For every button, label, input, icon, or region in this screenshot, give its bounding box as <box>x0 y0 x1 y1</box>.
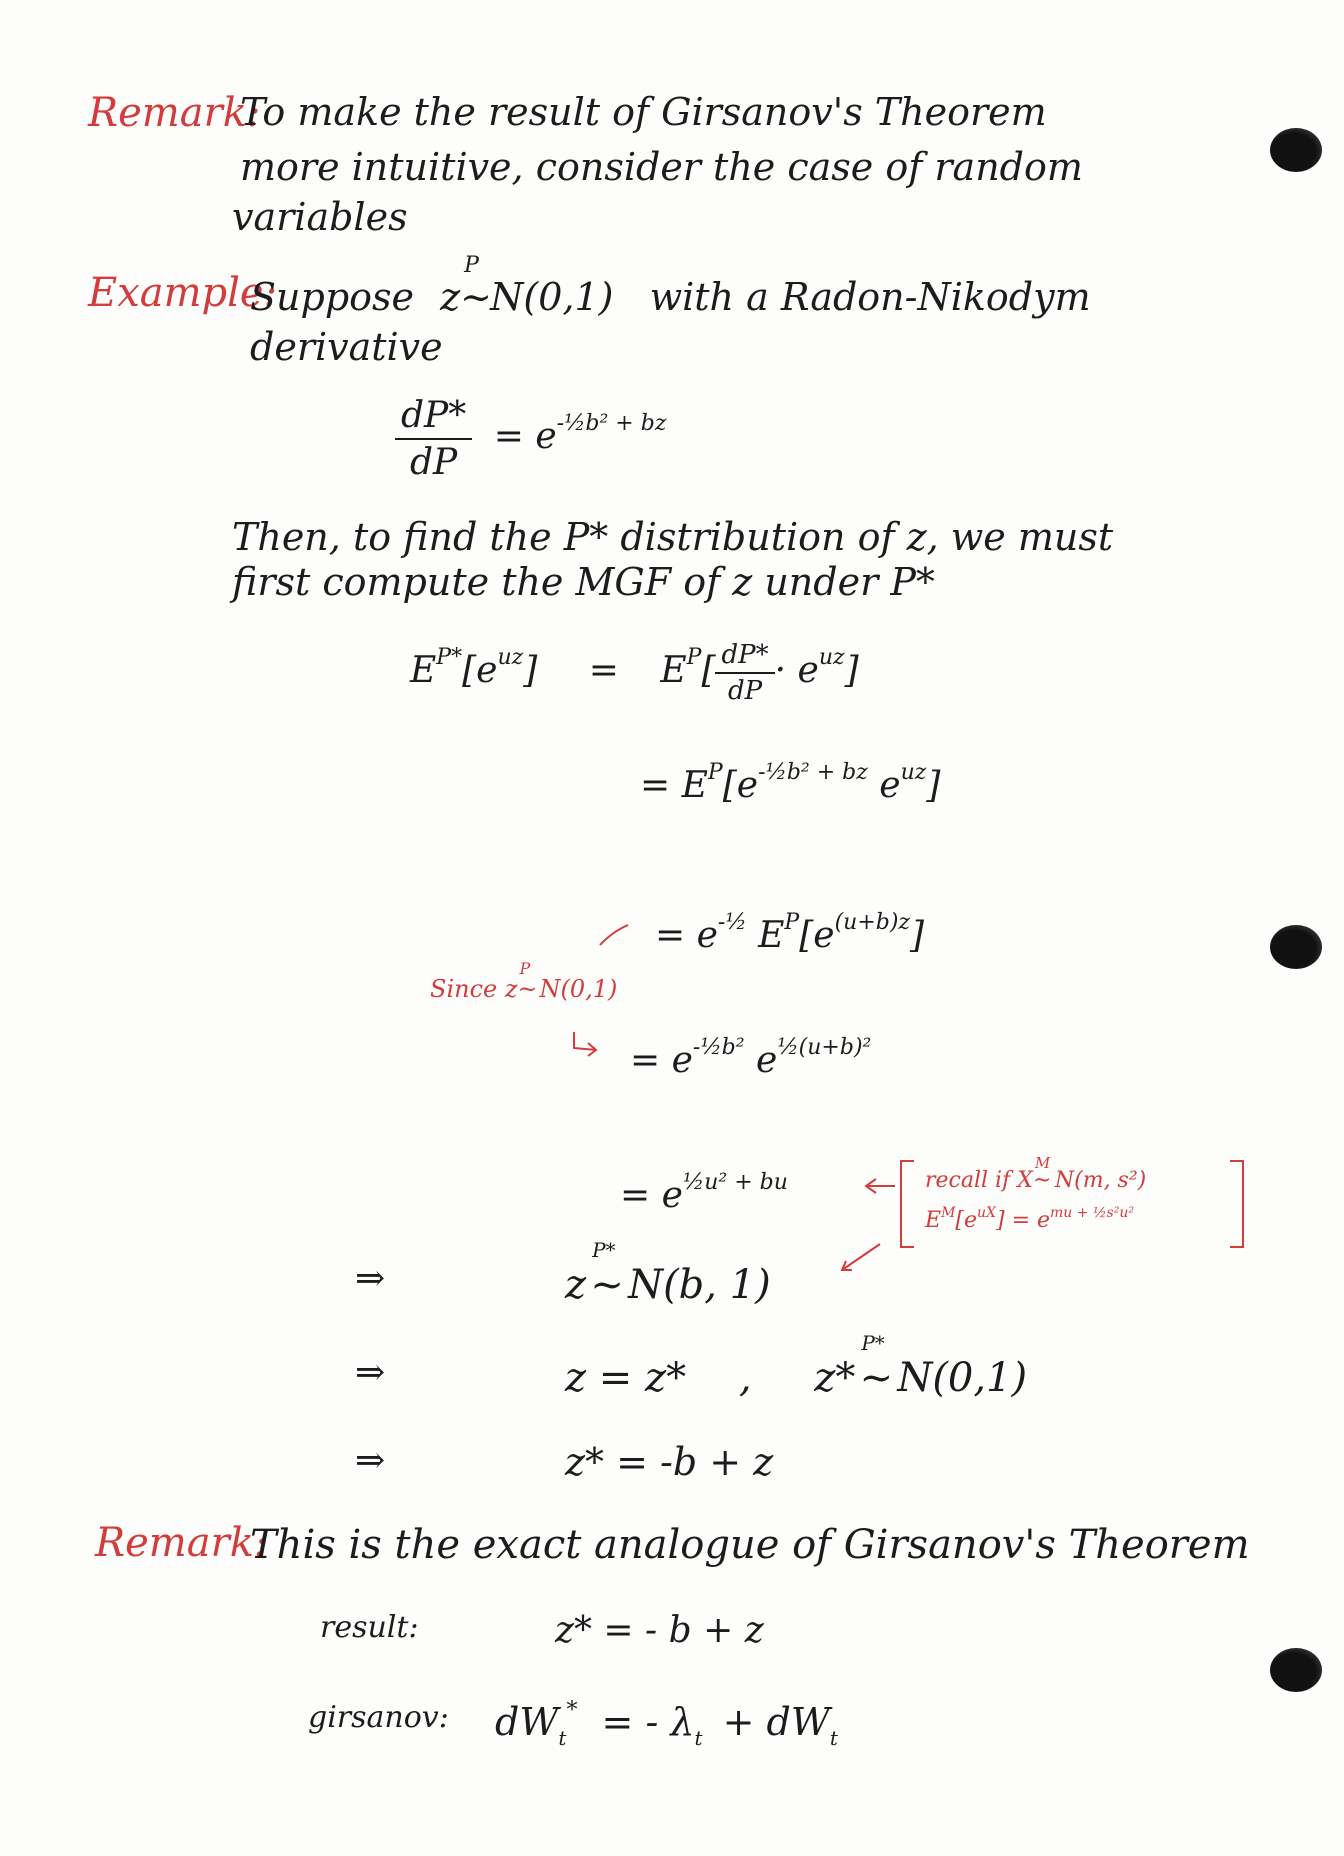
implies-result-3: z* = -b + z <box>565 1440 774 1484</box>
punch-hole-top <box>1270 128 1322 172</box>
recall-bracket-left <box>900 1160 914 1248</box>
since-note: Since z P ~N(0,1) <box>430 959 618 1003</box>
since-arrow-up <box>600 925 628 945</box>
girsanov-label: girsanov: <box>308 1700 449 1735</box>
step-5: = $e^{\frac{1}{2}u^2 + bu}$ <box>620 1170 788 1216</box>
step-2: = $E^P[e^{-\frac{1}{2}b^2 + bz}$ $e^{uz}$] <box>640 760 941 806</box>
step-3: = $e^{-\frac{1}{2}}$ $E^P[e^{(u+b)z}]$ <box>655 910 925 956</box>
result-label: result: <box>320 1610 419 1645</box>
implies-arrow-2: ⇒ <box>355 1352 386 1393</box>
recall-line-1: recall if X M ~ N(m, s²) <box>925 1154 1147 1193</box>
example-label: Example: <box>88 270 278 316</box>
remark-2-label: Remark: <box>95 1520 268 1566</box>
punch-hole-middle <box>1270 925 1322 969</box>
implies-arrow-1: ⇒ <box>355 1258 386 1299</box>
implies-result-2: z = z* , z* P* ~ N(0,1) <box>565 1331 1028 1401</box>
rn-derivative: $\frac{dP*}{dP}$ = $e^{-\frac{1}{2}b^2 + bz}$ <box>395 395 666 483</box>
recall-arrow-left <box>866 1179 895 1193</box>
then-line-2: first compute the MGF of z under P* <box>232 560 935 604</box>
step-1: $E^{P*}[e^{uz}] = E^P$[ $\frac{dP*}{dP}$ · $e^{uz}$] <box>410 640 859 706</box>
rn-fraction: $\frac{dP*}{dP}$ <box>395 395 472 483</box>
implies-arrow-3: ⇒ <box>355 1440 386 1481</box>
result-arrow <box>842 1244 880 1270</box>
since-arrow-down <box>574 1032 596 1056</box>
then-line-1: Then, to find the P* distribution of z, we must <box>232 515 1114 559</box>
recall-bracket-right <box>1230 1160 1244 1248</box>
girsanov-equation: $dW_t^*$ = - $\lambda_t + dW_t$ <box>495 1698 838 1750</box>
example-line-2: derivative <box>250 325 443 369</box>
recall-line-2: $E^M[e^{uX}] = e^{mu + \frac{1}{2}s^2u^2}$ <box>925 1205 1134 1233</box>
implies-result-1: z P* ~ N(b, 1) <box>565 1238 771 1308</box>
remark-line-3: variables <box>232 195 408 239</box>
remark-line-1: To make the result of Girsanov's Theorem <box>240 90 1047 134</box>
remark-label: Remark: <box>88 90 261 136</box>
remark-line-2: more intuitive, consider the case of random <box>240 145 1083 189</box>
punch-hole-bottom <box>1270 1648 1322 1692</box>
example-line-1: Suppose z P ~N(0,1) with a Radon-Nikodym <box>250 253 1091 319</box>
step-4: = $e^{-\frac{1}{2}b^2}$ $e^{\frac{1}{2}(u+b)^2}$ <box>630 1035 872 1081</box>
result-equation: z* = - b + z <box>555 1610 764 1651</box>
remark-2-text: This is the exact analogue of Girsanov's Theorem <box>250 1522 1250 1568</box>
